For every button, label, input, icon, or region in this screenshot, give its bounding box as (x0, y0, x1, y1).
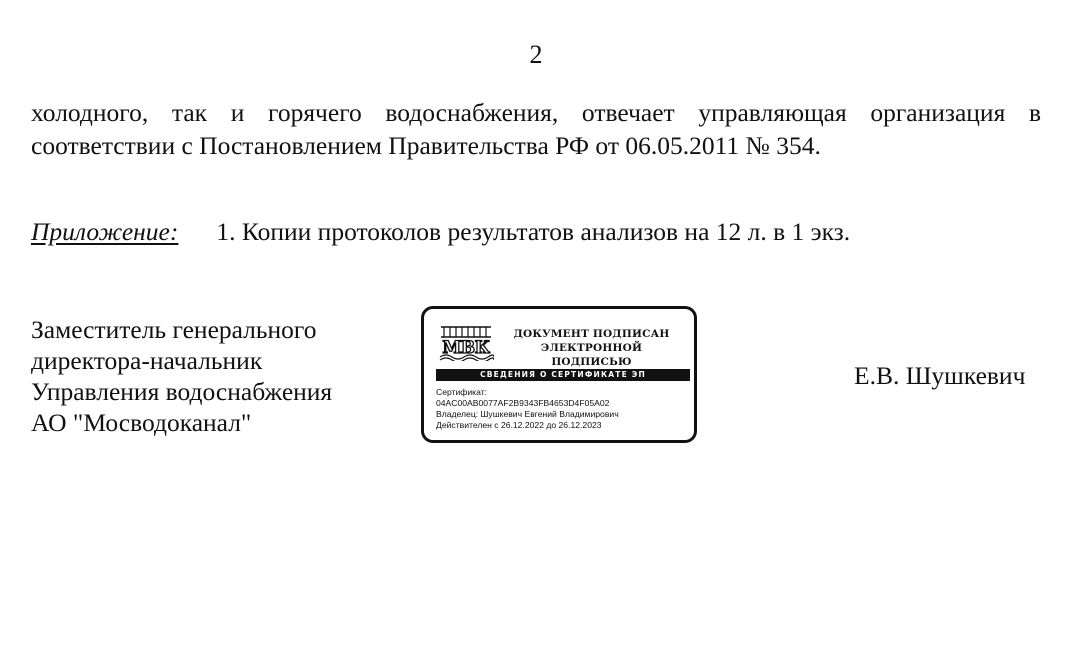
body-paragraph (31, 96, 1041, 162)
certificate-owner: Владелец: Шушкевич Евгений Владимирович (436, 409, 619, 419)
signer-position-line: Управления водоснабжения (31, 377, 333, 406)
attachment-item: 1. Копии протоколов результатов анализов на 12 л. в 1 экз. (216, 217, 851, 246)
mvk-logo-icon (438, 323, 494, 361)
page-number: 2 (529, 40, 543, 69)
certificate-details (436, 387, 619, 431)
stamp-title-line-1: ДОКУМЕНТ ПОДПИСАН (513, 328, 670, 340)
certificate-info-bar: СВЕДЕНИЯ О СЕРТИФИКАТЕ ЭП (436, 369, 690, 381)
svg-text:МВК: МВК (442, 338, 490, 358)
attachment-line (31, 215, 850, 248)
paragraph-line-2: соответствии с Постановлением Правительства РФ от 06.05.2011 № 354. (31, 131, 821, 160)
signer-position (31, 314, 332, 438)
stamp-title (504, 327, 679, 369)
certificate-number: 04AC00AB0077AF2B9343FB4653D4F05A02 (436, 398, 610, 408)
signer-name: Е.В. Шушкевич (854, 361, 1026, 390)
signer-position-line: АО "Мосводоканал" (31, 408, 252, 437)
electronic-signature-stamp (421, 306, 697, 443)
signer-position-line: Заместитель генерального (31, 315, 317, 344)
certificate-validity: Действителен с 26.12.2022 до 26.12.2023 (436, 420, 602, 430)
attachment-label: Приложение: (31, 217, 179, 246)
signer-position-line: директора-начальник (31, 346, 263, 375)
certificate-label: Сертификат: (436, 387, 488, 397)
stamp-title-line-2: ЭЛЕКТРОННОЙ ПОДПИСЬЮ (540, 342, 643, 368)
paragraph-line-1: холодного, так и горячего водоснабжения, отвечает управляющая организация в (31, 98, 1041, 127)
